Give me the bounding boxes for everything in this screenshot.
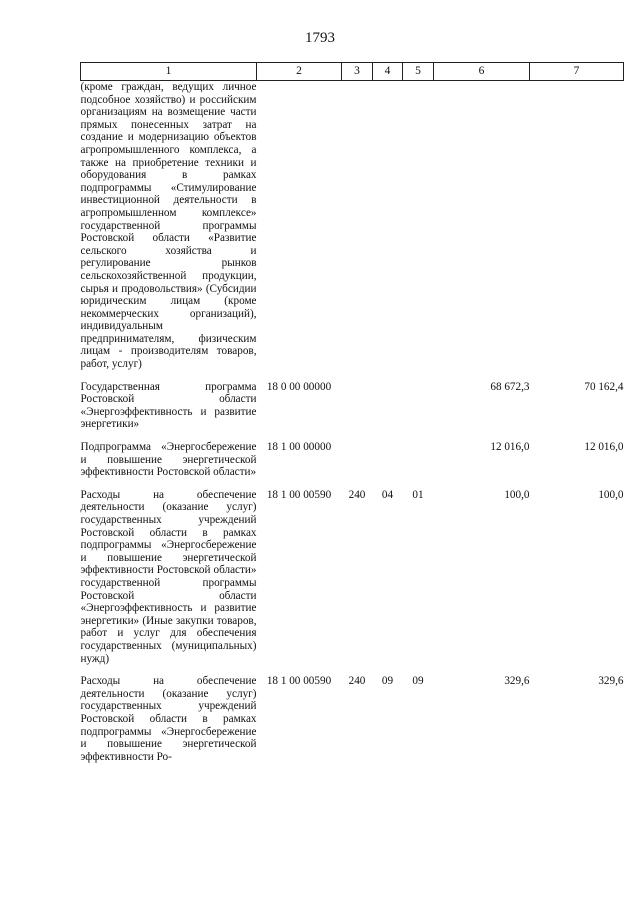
row-sum1: 100,0 (504, 488, 530, 501)
row-name: Расходы на обеспечение деятельности (оказание услуг) государственных учреждений Ростовской области в рамках подпрограммы «Энергосбережение и повышение энергетической эффективности Ро- (80, 675, 257, 763)
row-rz: 04 (381, 488, 394, 501)
table-row (81, 81, 624, 381)
table-row (81, 441, 624, 489)
column-header: 2 (257, 63, 342, 81)
table-row (81, 489, 624, 675)
row-sum1 (434, 81, 530, 381)
row-rz (373, 441, 403, 489)
header-row (81, 63, 624, 81)
row-rz (373, 81, 403, 381)
row-pr (403, 381, 434, 441)
column-header: 6 (434, 63, 530, 81)
table-row (81, 675, 624, 763)
budget-table (80, 62, 624, 763)
row-sum1: 12 016,0 (490, 441, 530, 454)
row-sum1: 329,6 (504, 675, 530, 688)
row-sum2: 70 162,4 (584, 380, 624, 393)
row-name: Подпрограмма «Энергосбережение и повышение энергетической эффективности Ростовской области» (80, 441, 257, 479)
row-sum1: 68 672,3 (490, 380, 530, 393)
row-sum2: 12 016,0 (584, 441, 624, 454)
row-rz: 09 (381, 675, 394, 688)
row-code: 18 1 00 00590 (266, 675, 332, 688)
row-code: 18 0 00 00000 (266, 380, 332, 393)
row-sum2 (530, 81, 624, 381)
row-name: Расходы на обеспечение деятельности (оказание услуг) государственных учреждений Ростовской области в рамках подпрограммы «Энергосбережение и повышение энергетической эффективности Ростовской области» государственной программы Ростовской области «Энергоэффективность и развитие энергетики» (Иные закупки товаров, работ и услуг для обеспечения государственных (муниципальных) нужд) (80, 488, 257, 665)
row-vr (342, 441, 373, 489)
column-header: 1 (81, 63, 257, 81)
column-header: 7 (530, 63, 624, 81)
row-name: (кроме граждан, ведущих личное подсобное хозяйство) и российским организациям на возмещение части прямых понесенных затрат на создание и модернизацию объектов агропромышленного комплекса, а также на приобретение техники и оборудования в рамках подпрограммы «Стимулирование инвестиционной деятельности в агропромышленном комплексе» государственной программы Ростовской области «Развитие сельского хозяйства и регулирование рынков сельскохозяйственной продукции, сырья и продовольствия» (Субсидии юридическим лицам (кроме некоммерческих организаций), индивидуальным предпринимателям, физическим лицам - производителям товаров, работ, услуг) (80, 81, 257, 371)
page-number: 1793 (305, 30, 335, 46)
row-code: 18 1 00 00590 (266, 488, 332, 501)
column-header: 3 (342, 63, 373, 81)
row-name: Государственная программа Ростовской области «Энергоэффективность и развитие энергетики» (80, 380, 257, 431)
row-code: 18 1 00 00000 (266, 441, 332, 454)
row-vr (342, 81, 373, 381)
row-sum2: 329,6 (598, 675, 624, 688)
column-header: 4 (373, 63, 403, 81)
row-vr (342, 381, 373, 441)
row-vr: 240 (348, 488, 366, 501)
row-vr: 240 (348, 675, 366, 688)
row-pr (403, 441, 434, 489)
row-sum2: 100,0 (598, 488, 624, 501)
row-rz (373, 381, 403, 441)
row-pr (403, 81, 434, 381)
table-row (81, 381, 624, 441)
row-code (257, 81, 342, 381)
column-header: 5 (403, 63, 434, 81)
row-pr: 01 (412, 488, 424, 501)
row-pr: 09 (412, 675, 424, 688)
